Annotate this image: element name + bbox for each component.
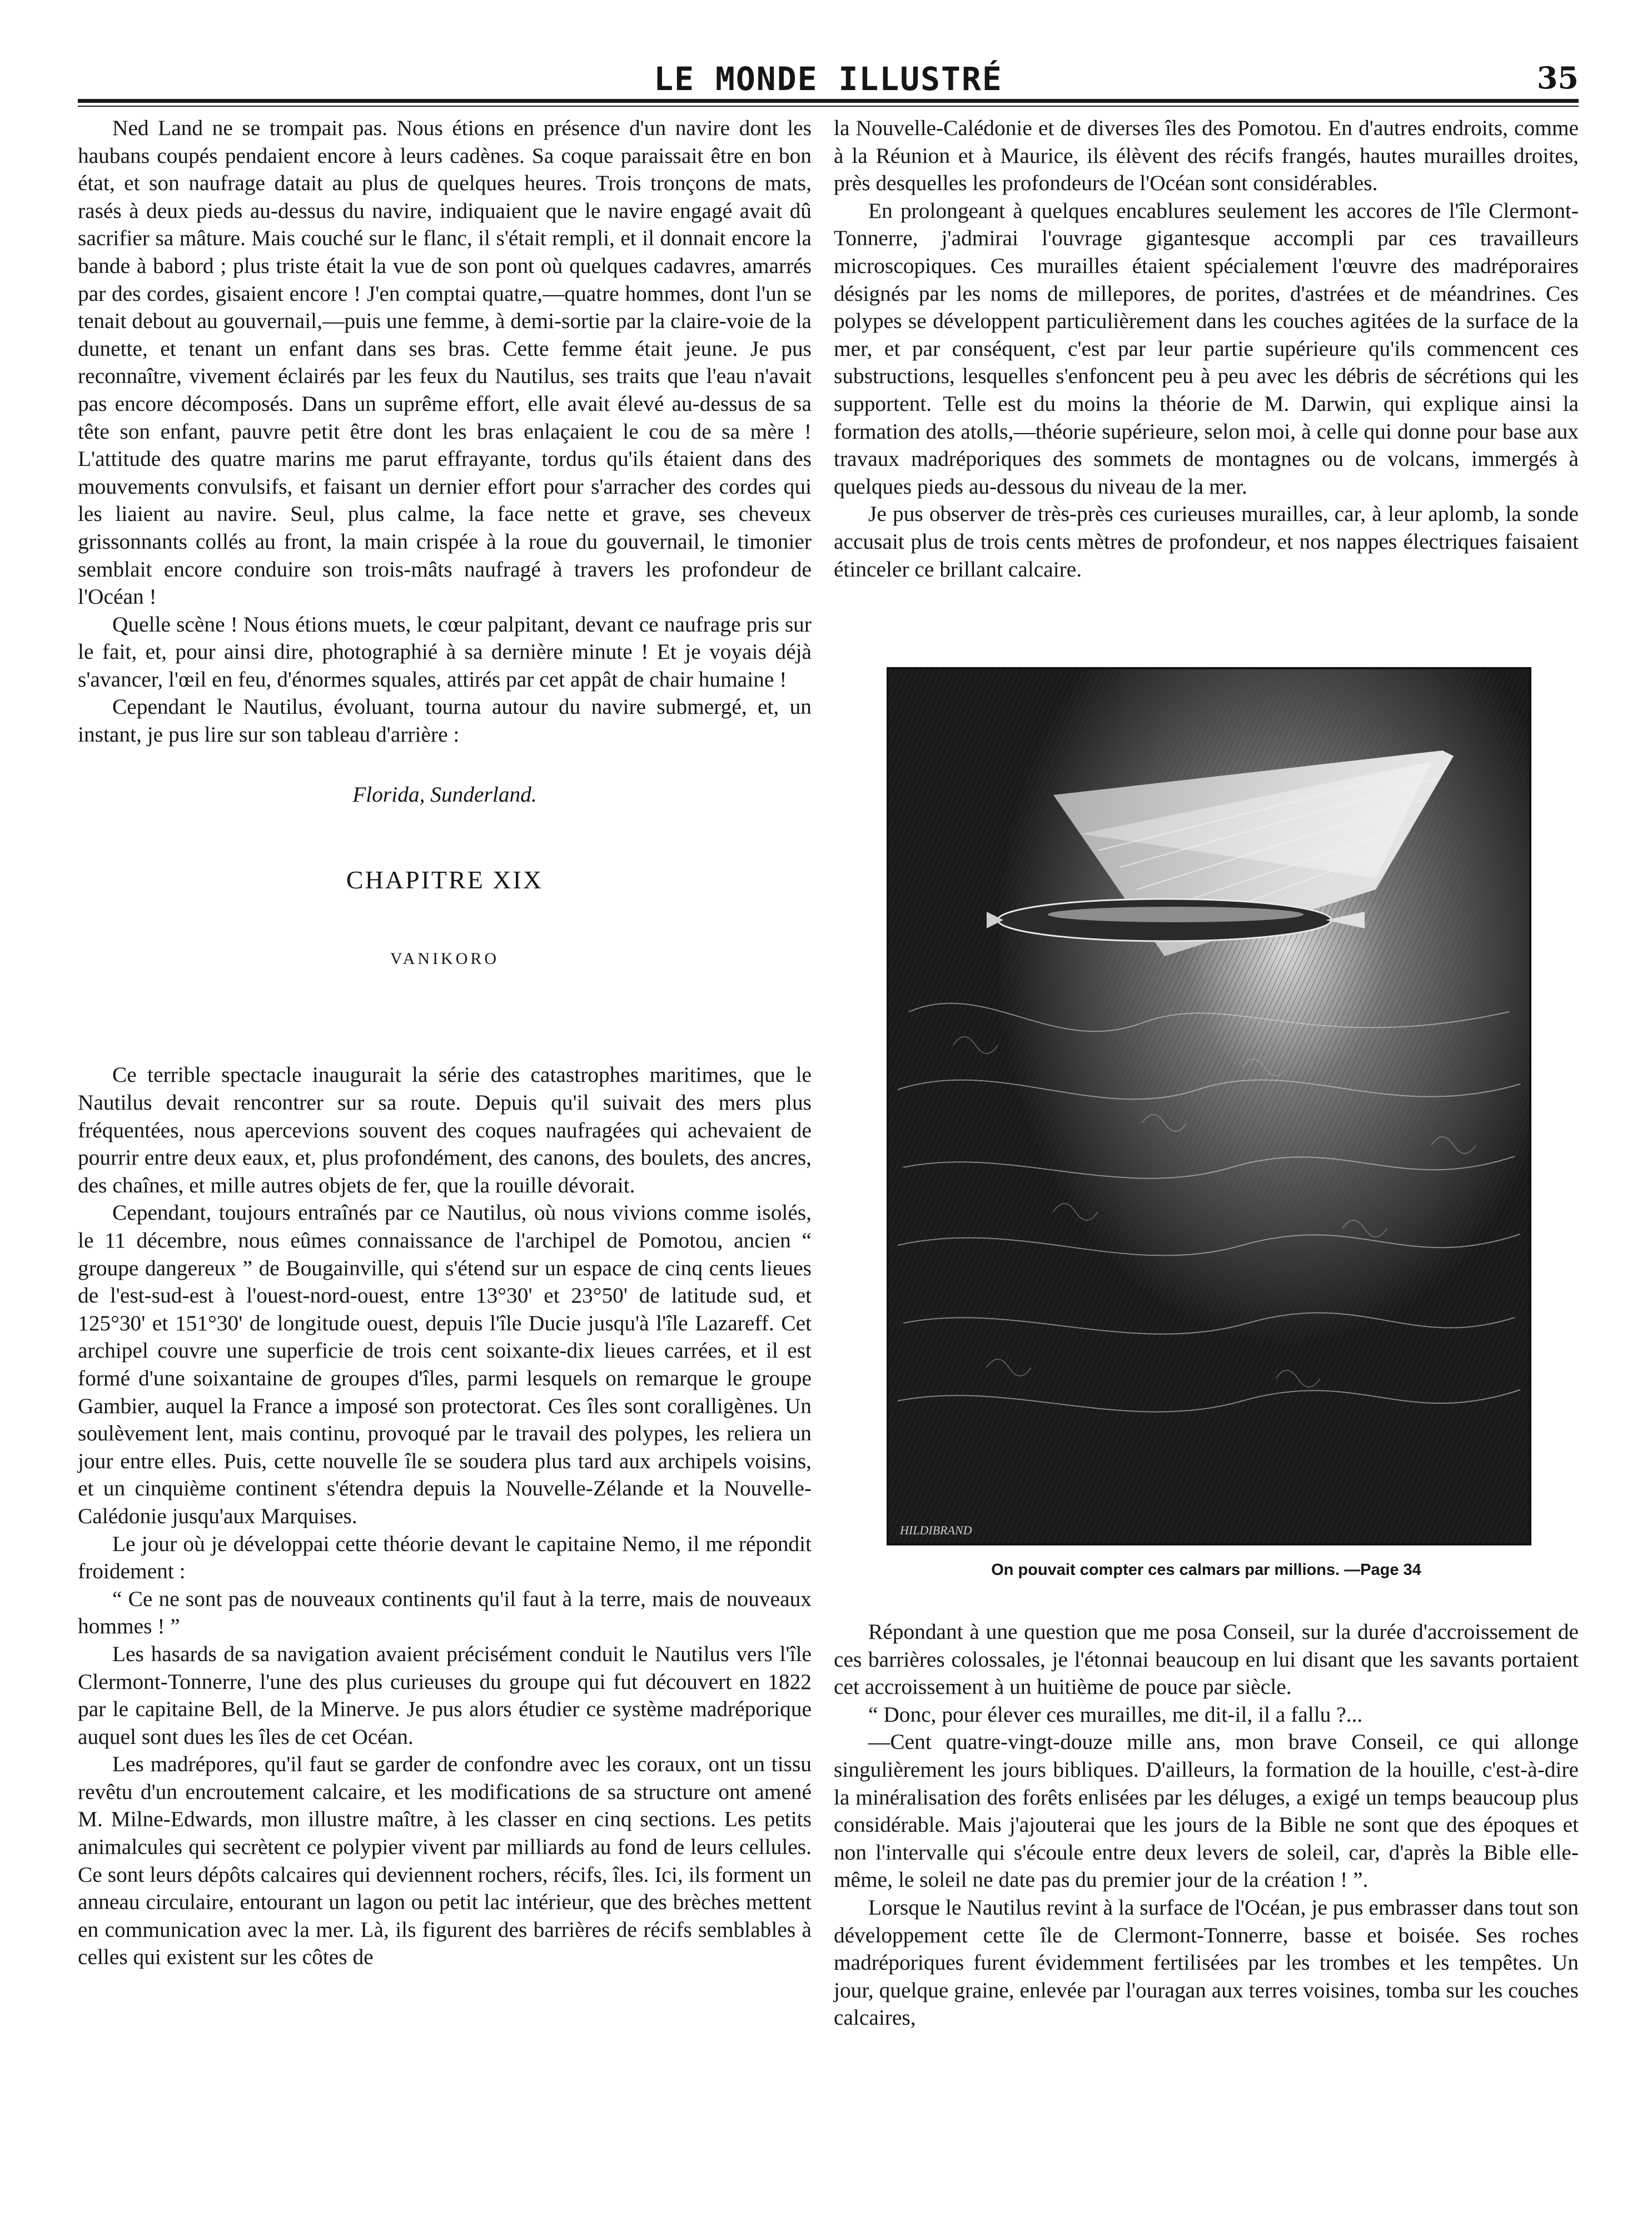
engraving	[887, 667, 1531, 1545]
quote: “ Ce ne sont pas de nouveaux continents qu'il faut à la terre, mais de nouveaux hommes ! ”	[78, 1586, 812, 1639]
paragraph: En prolongeant à quelques encablures seulement les accores de l'île Clermont-Tonnerre, j'admirai l'ouvrage gigantesque accompli par ces travailleurs microscopiques. Ces murailles étaient spécialement l'œuvre des madréporaires désignés par les noms de millepores, de porites, d'astrées et de méandrines. Ces polypes se développent particulièrement dans les couches agitées de la surface de la mer, et par conséquent, c'est par leur partie supérieure qu'ils commencent ces substructions, lesquelles s'enfoncent peu à peu avec les débris de sécrétions qui les supportent. Telle est du moins la théorie de M. Darwin, qui explique ainsi la formation des atolls,—théorie supérieure, selon moi, à celle qui donne pour base aux travaux madréporiques des sommets de montagnes ou de volcans, immergés à quelques pieds au-dessous du niveau de la mer.	[834, 198, 1579, 499]
paragraph: Quelle scène ! Nous étions muets, le cœur palpitant, devant ce naufrage pris sur le fait, et, pour ainsi dire, photographié à sa dernière minute ! Et je voyais déjà s'avancer, l'œil en feu, d'énormes squales, attirés par cet appât de chair humaine !	[78, 612, 812, 692]
right-column-top	[834, 115, 1579, 583]
illustration-nautilus	[887, 667, 1531, 1545]
paragraph: Répondant à une question que me posa Conseil, sur la durée d'accroissement de ces barrières colossales, je l'étonnai beaucoup en lui disant que les savants portaient cet accroissement à un huitième de pouce par siècle.	[834, 1619, 1579, 1699]
engraver-signature: HILDIBRAND	[900, 1523, 972, 1537]
page-number: 35	[1536, 60, 1579, 96]
right-column-bottom	[834, 1618, 1579, 2032]
paragraph: Lorsque le Nautilus revint à la surface de l'Océan, je pus embrasser dans tout son développement cette île de Clermont-Tonnerre, basse et boisée. Ses roches madréporiques furent évidemment fertilisées par les trombes et les tempêtes. Un jour, quelque graine, enlevée par l'ouragan aux terres voisines, tomba sur les couches calcaires,	[834, 1895, 1579, 2030]
ship-name: Florida, Sunderland.	[352, 782, 537, 807]
paragraph: Le jour où je développai cette théorie devant le capitaine Nemo, il me répondit froidement :	[78, 1531, 812, 1584]
paragraph: Les hasards de sa navigation avaient précisément conduit le Nautilus vers l'île Clermont-Tonnerre, l'une des plus curieuses du groupe qui fut découvert en 1822 par le capitaine Bell, de la Minerve. Je pus alors étudier ce système madréporique auquel sont dues les îles de cet Océan.	[78, 1641, 812, 1749]
paragraph: Je pus observer de très-près ces curieuses murailles, car, à leur aplomb, la sonde accusait plus de trois cents mètres de profondeur, et nos nappes électriques faisaient étinceler ce brillant calcaire.	[834, 501, 1579, 581]
newspaper-title: LE MONDE ILLUSTRÉ	[654, 60, 1003, 98]
masthead	[78, 60, 1579, 97]
dialogue-line: —Cent quatre-vingt-douze mille ans, mon brave Conseil, ce qui allonge singulièrement les jours bibliques. D'ailleurs, la formation de la houille, c'est-à-dire la minéralisation des forêts enlisées par les déluges, a exigé un temps beaucoup plus considérable. Mais j'ajouterai que les jours de la Bible ne sont que des époques et non l'intervalle qui s'écoule entre deux levers de soleil, car, d'après la Bible elle-même, le soleil ne date pas du premier jour de la création ! ”.	[834, 1729, 1579, 1892]
chapter-title: CHAPITRE XIX	[346, 866, 544, 894]
header-rule-thick	[78, 99, 1579, 103]
paragraph: Ned Land ne se trompait pas. Nous étions en présence d'un navire dont les haubans coupés pendaient encore à leurs cadènes. Sa coque paraissait être en bon état, et son naufrage datait au plus de quelques heures. Trois tronçons de mats, rasés à deux pieds au-dessus du navire, indiquaient que le navire engagé avait dû sacrifier sa mâture. Mais couché sur le flanc, il s'était rempli, et il donnait encore la bande à babord ; plus triste était la vue de son pont où quelques cadavres, amarrés par des cordes, gisaient encore ! J'en comptai quatre,—quatre hommes, dont l'un se tenait debout au gouvernail,—puis une femme, à demi-sortie par la claire-voie de la dunette, et tenant un enfant dans ses bras. Cette femme était jeune. Je pus reconnaître, vivement éclairés par les feux du Nautilus, ses traits que l'eau n'avait pas encore décomposés. Dans un suprême effort, elle avait élevé au-dessus de sa tête son enfant, pauvre petit être dont les bras enlaçaient le cou de sa mère ! L'attitude des quatre marins me parut effrayante, tordus qu'ils étaient dans des mouvements convulsifs, et faisant un dernier effort pour s'arracher des cordes qui les liaient au navire. Seul, plus calme, la face nette et grave, ses cheveux grissonnants collés au front, la main crispée à la roue du gouvernail, le timonier semblait encore conduire son trois-mâts naufragé à travers les profondeur de l'Océan !	[78, 116, 812, 609]
paragraph: Ce terrible spectacle inaugurait la série des catastrophes maritimes, que le Nautilus devait rencontrer sur sa route. Depuis qu'il suivait des mers plus fréquentées, nous apercevions souvent des coques naufragées qui achevaient de pourrir entre deux eaux, et, plus profondément, des canons, des boulets, des ancres, des chaînes, et mille autres objets de fer, que la rouille dévorait.	[78, 1062, 812, 1197]
left-column	[78, 115, 812, 1971]
paragraph: Cependant le Nautilus, évoluant, tourna autour du navire submergé, et, un instant, je pus lire sur son tableau d'arrière :	[78, 694, 812, 747]
paragraph: la Nouvelle-Calédonie et de diverses îles des Pomotou. En d'autres endroits, comme à la Réunion et à Maurice, ils élèvent des récifs frangés, hautes murailles droites, près desquelles les profondeurs de l'Océan sont considérables.	[834, 116, 1579, 196]
header-rule-thin	[78, 106, 1579, 107]
paragraph: Cependant, toujours entraînés par ce Nautilus, où nous vivions comme isolés, le 11 décembre, nous eûmes connaissance de l'archipel de Pomotou, ancien “ groupe dangereux ” de Bougainville, qui s'étend sur un espace de cinq cents lieues de l'est-sud-est à l'ouest-nord-ouest, entre 13°30' et 23°50' de latitude sud, et 125°30' et 151°30' de longitude ouest, depuis l'île Ducie jusqu'à l'île Lazareff. Cet archipel couvre une superficie de trois cent soixante-dix lieues carrées, et il est formé d'une soixantaine de groupes d'îles, parmi lesquels on remarque le groupe Gambier, auquel la France a imposé son protectorat. Ces îles sont coralligènes. Un soulèvement lent, mais continu, provoqué par le travail des polypes, les reliera un jour entre elles. Puis, cette nouvelle île se soudera plus tard aux archipels voisins, et un cinquième continent s'étendra depuis la Nouvelle-Zélande et la Nouvelle-Calédonie jusqu'aux Marquises.	[78, 1200, 812, 1528]
chapter-subtitle: VANIKORO	[390, 949, 500, 968]
dialogue-line: “ Donc, pour élever ces murailles, me dit-il, il a fallu ?...	[868, 1702, 1363, 1727]
paragraph: Les madrépores, qu'il faut se garder de confondre avec les coraux, ont un tissu revêtu d'un encroutement calcaire, et les modifications de sa structure ont amené M. Milne-Edwards, mon illustre maître, à les classer en cinq sections. Les petits animalcules qui secrètent ce polypier vivent par milliards au fond de leurs cellules. Ce sont leurs dépôts calcaires qui deviennent rochers, récifs, îles. Ici, ils forment un anneau circulaire, entourant un lagon ou petit lac intérieur, que des brèches mettent en communication avec la mer. Là, ils figurent des barrières de récifs semblables à celles qui existent sur les côtes de	[78, 1752, 812, 1970]
figure-caption: On pouvait compter ces calmars par millions. —Page 34	[991, 1561, 1421, 1579]
